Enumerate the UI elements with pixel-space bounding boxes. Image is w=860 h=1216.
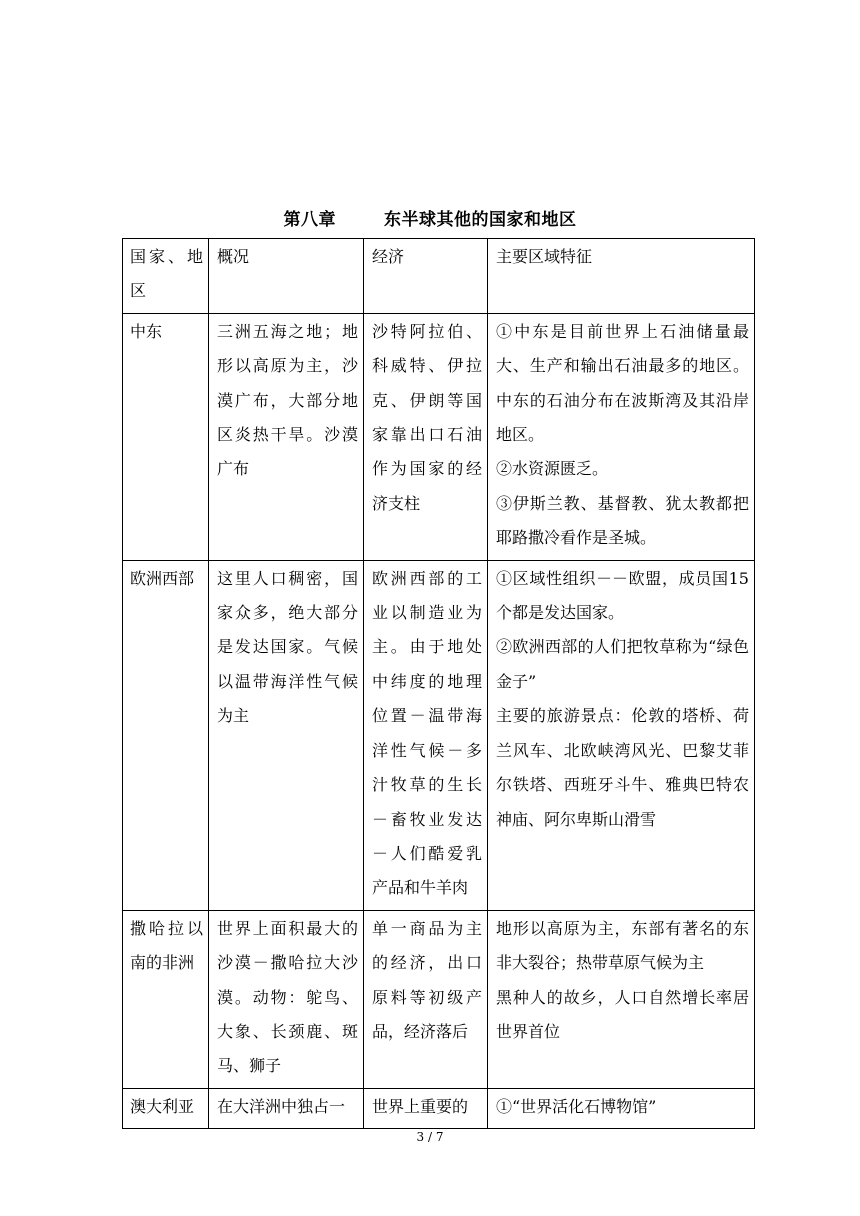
- overview-text: 这里人口稠密，国家众多，绝大部分是发达国家。气候以温带海洋性气候为主: [217, 568, 358, 726]
- features-cell: [488, 313, 755, 560]
- feature-line: ②欧洲西部的人们把牧草称为“绿色金子”: [496, 637, 749, 691]
- region-cell: [123, 313, 209, 560]
- table-row: [123, 560, 755, 910]
- header-economy: 经济: [364, 239, 488, 314]
- table-row: [123, 313, 755, 560]
- economy-cell: [364, 910, 488, 1088]
- economy-text: 单一商品为主的经济，出口原料等初级产品，经济落后: [372, 918, 482, 1041]
- feature-line: ①区域性组织－－欧盟，成员国15个都是发达国家。: [496, 568, 749, 623]
- region-name: 欧洲西部: [130, 568, 195, 588]
- region-cell: [123, 1088, 209, 1128]
- region-name: 澳大利亚: [130, 1096, 195, 1116]
- feature-line: 地形以高原为主，东部有著名的东非大裂谷；热带草原气候为主: [496, 918, 749, 973]
- economy-cell: [364, 1088, 488, 1128]
- header-features: 主要区域特征: [488, 239, 755, 314]
- overview-cell: [209, 1088, 364, 1128]
- overview-text: 在大洋洲中独占一: [217, 1096, 346, 1116]
- features-cell: [488, 560, 755, 910]
- region-name: 中东: [130, 321, 163, 341]
- table-header-row: [123, 239, 755, 314]
- region-cell: [123, 910, 209, 1088]
- feature-line: ①中东是目前世界上石油储量最大、生产和输出石油最多的地区。中东的石油分布在波斯湾及其沿岸地区。: [496, 321, 749, 445]
- overview-cell: [209, 910, 364, 1088]
- region-cell: [123, 560, 209, 910]
- page-number: 3 / 7: [416, 1130, 444, 1144]
- economy-cell: [364, 560, 488, 910]
- table-row: [123, 1088, 755, 1128]
- economy-text: 世界上重要的: [372, 1096, 469, 1116]
- economy-text: 欧洲西部的工业以制造业为主。由于地处中纬度的地理位置－温带海洋性气候－多汁牧草的生长－畜牧业发达－人们酷爱乳产品和牛羊肉: [372, 568, 482, 898]
- region-name: 撒哈拉以南的非洲: [130, 918, 203, 973]
- economy-text: 沙特阿拉伯、科威特、伊拉克、伊朗等国家靠出口石油作为国家的经济支柱: [372, 321, 482, 513]
- header-overview: 概况: [209, 239, 364, 314]
- feature-line: 黑种人的故乡，人口自然增长率居世界首位: [496, 987, 749, 1041]
- page-title: [0, 205, 860, 230]
- overview-text: 世界上面积最大的沙漠－撒哈拉大沙漠。动物：鸵鸟、大象、长颈鹿、斑马、狮子: [217, 918, 358, 1076]
- features-cell: [488, 1088, 755, 1128]
- overview-cell: [209, 560, 364, 910]
- feature-line: 主要的旅游景点：伦敦的塔桥、荷兰风车、北欧峡湾风光、巴黎艾菲尔铁塔、西班牙斗牛、雅典巴特农神庙、阿尔卑斯山滑雪: [496, 706, 749, 829]
- chapter-number: 第八章: [283, 210, 336, 230]
- overview-text: 三洲五海之地；地形以高原为主，沙漠广布，大部分地区炎热干旱。沙漠广布: [217, 321, 358, 479]
- header-region: 国家、地区: [123, 239, 209, 314]
- table-row: [123, 910, 755, 1088]
- feature-line: ①“世界活化石博物馆”: [496, 1096, 657, 1116]
- feature-line: ③伊斯兰教、基督教、犹太教都把耶路撒冷看作是圣城。: [496, 493, 749, 548]
- region-table: [122, 238, 755, 1129]
- overview-cell: [209, 313, 364, 560]
- features-cell: [488, 910, 755, 1088]
- chapter-name: 东半球其他的国家和地区: [384, 210, 577, 230]
- economy-cell: [364, 313, 488, 560]
- feature-line: ②水资源匮乏。: [496, 459, 609, 479]
